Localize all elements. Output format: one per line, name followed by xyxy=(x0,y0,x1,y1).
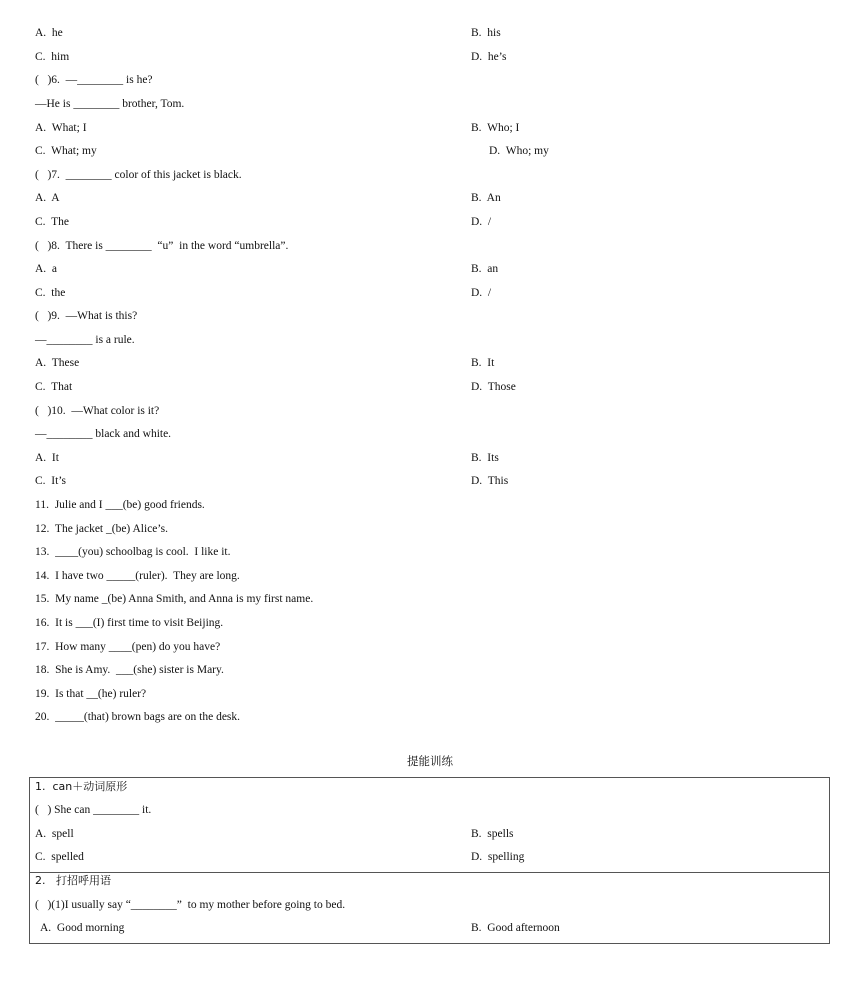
training-box2-stem: ( )(1)I usually say “________” to my mother before going to bed. xyxy=(35,899,346,911)
q9-option-d: D. Those xyxy=(471,381,516,393)
q7-stem: ( )7. ________ color of this jacket is black. xyxy=(35,169,242,181)
training-box1-option-d: D. spelling xyxy=(471,851,525,863)
q5-option-c: C. him xyxy=(35,51,70,63)
q8-option-c: C. the xyxy=(35,287,66,299)
q6-option-a: A. What; I xyxy=(35,122,87,134)
q7-option-b: B. An xyxy=(471,192,501,204)
q6-option-d: D. Who; my xyxy=(489,145,549,157)
q10-reply: —________ black and white. xyxy=(35,428,172,440)
fill-in-item: 17. How many ____(pen) do you have? xyxy=(35,641,221,653)
q6-option-b: B. Who; I xyxy=(471,122,520,134)
fill-in-item: 16. It is ___(I) first time to visit Beijing. xyxy=(35,617,224,629)
q6-stem: ( )6. —________ is he? xyxy=(35,74,153,86)
q9-option-b: B. It xyxy=(471,357,495,369)
fill-in-item: 14. I have two _____(ruler). They are long. xyxy=(35,570,240,582)
q10-stem: ( )10. —What color is it? xyxy=(35,405,160,417)
q9-reply: —________ is a rule. xyxy=(35,334,135,346)
q9-option-c: C. That xyxy=(35,381,73,393)
q6-reply: —He is ________ brother, Tom. xyxy=(35,98,185,110)
q5-option-d: D. he’s xyxy=(471,51,507,63)
q5-option-a: A. he xyxy=(35,27,63,39)
training-box1-option-b: B. spells xyxy=(471,828,514,840)
training-box2-option-b: B. Good afternoon xyxy=(471,922,560,934)
fill-in-item: 20. _____(that) brown bags are on the desk. xyxy=(35,711,241,723)
q7-option-a: A. A xyxy=(35,192,60,204)
section-title: 提能训练 xyxy=(407,754,453,768)
training-box1-stem: ( ) She can ________ it. xyxy=(35,804,152,816)
fill-in-item: 19. Is that __(he) ruler? xyxy=(35,688,147,700)
fill-in-item: 12. The jacket _(be) Alice’s. xyxy=(35,523,168,535)
training-box1-heading: 1. can＋动词原形 xyxy=(35,780,128,793)
fill-in-item: 13. ____(you) schoolbag is cool. I like it. xyxy=(35,546,231,558)
fill-in-item: 15. My name _(be) Anna Smith, and Anna is my first name. xyxy=(35,593,314,605)
fill-in-item: 11. Julie and I ___(be) good friends. xyxy=(35,499,205,511)
q10-option-a: A. It xyxy=(35,452,59,464)
q10-option-b: B. Its xyxy=(471,452,499,464)
q8-stem: ( )8. There is ________ “u” in the word “umbrella”. xyxy=(35,240,289,252)
q10-option-c: C. It’s xyxy=(35,475,66,487)
q9-stem: ( )9. —What is this? xyxy=(35,310,138,322)
training-box1-option-c: C. spelled xyxy=(35,851,84,863)
training-box-can xyxy=(29,777,830,873)
training-box2-option-a: A. Good morning xyxy=(40,922,125,934)
q8-option-b: B. an xyxy=(471,263,499,275)
q5-option-b: B. his xyxy=(471,27,501,39)
training-box1-option-a: A. spell xyxy=(35,828,74,840)
q8-option-a: A. a xyxy=(35,263,58,275)
q9-option-a: A. These xyxy=(35,357,80,369)
q10-option-d: D. This xyxy=(471,475,509,487)
q7-option-c: C. The xyxy=(35,216,69,228)
training-box2-heading: 2. 打招呼用语 xyxy=(35,874,111,887)
q6-option-c: C. What; my xyxy=(35,145,97,157)
fill-in-item: 18. She is Amy. ___(she) sister is Mary. xyxy=(35,664,224,676)
q8-option-d: D. / xyxy=(471,287,492,299)
q7-option-d: D. / xyxy=(471,216,492,228)
